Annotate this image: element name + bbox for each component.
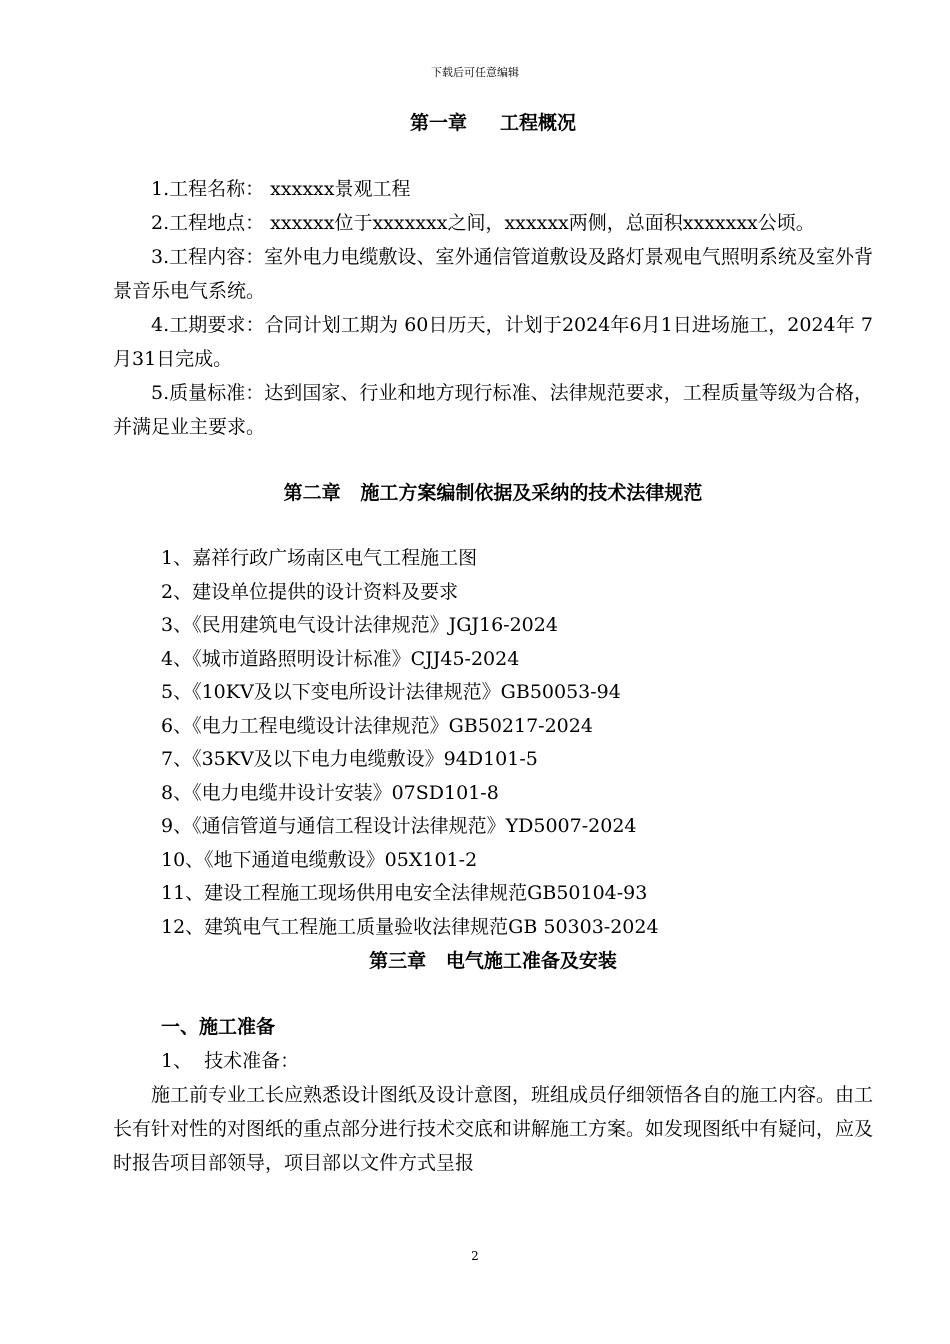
chapter-1-title: 第一章 工程概况 [409,112,577,134]
chapter-2-title: 第二章 施工方案编制依据及采纳的技术法律规范 [283,482,703,504]
reference-item-9: 9、《通信管道与通信工程设计法律规范》YD5007-2024 [161,815,637,837]
reference-item-6: 6、《电力工程电缆设计法律规范》GB50217-2024 [161,714,593,737]
section-heading: 一、施工准备 [161,1016,276,1038]
page-number: 2 [471,1249,479,1263]
header-note: 下载后可任意编辑 [431,66,519,79]
chapter-1-item-4: 4.工期要求：合同计划工期为 60日历天，计划于2024年6月1日进场施工，2024年 7月31日完成。 [113,314,873,370]
chapter-1-item-1: 1.工程名称： xxxxxx景观工程 [151,178,411,200]
page-content [113,106,873,1180]
chapter-1-item-3: 3.工程内容：室外电力电缆敷设、室外通信管道敷设及路灯景观电气照明系统及室外背景音乐电气系统。 [113,246,873,302]
chapter-1-item-5: 5.质量标准：达到国家、行业和地方现行标准、法律规范要求，工程质量等级为合格，并满足业主要求。 [113,382,873,438]
sub-heading: 1、 技术准备： [161,1050,300,1072]
reference-item-11: 11、建设工程施工现场供用电安全法律规范GB50104-93 [161,882,648,904]
chapter-1-item-2: 2.工程地点： xxxxxx位于xxxxxxx之间，xxxxxx两侧，总面积xxxxxxx公顷。 [151,212,815,234]
reference-item-8: 8、《电力电缆井设计安装》07SD101-8 [161,781,499,804]
reference-item-1: 1、嘉祥行政广场南区电气工程施工图 [161,547,478,569]
chapter-3-paragraph: 施工前专业工长应熟悉设计图纸及设计意图，班组成员仔细领悟各自的施工内容。由工长有针对性的对图纸的重点部分进行技术交底和讲解施工方案。如发现图纸中有疑问，应及时报告项目部领导，项目部以文件方式呈报 [113,1084,874,1174]
reference-item-12: 12、建筑电气工程施工质量验收法律规范GB 50303-2024 [161,915,659,938]
reference-item-10: 10、《地下通道电缆敷设》05X101-2 [161,848,478,871]
reference-item-5: 5、《10KV及以下变电所设计法律规范》GB50053-94 [161,681,621,703]
reference-item-3: 3、《民用建筑电气设计法律规范》JGJ16-2024 [161,614,558,636]
chapter-3-title: 第三章 电气施工准备及安装 [369,950,617,972]
reference-item-2: 2、建设单位提供的设计资料及要求 [161,580,459,603]
reference-item-7: 7、《35KV及以下电力电缆敷设》94D101-5 [161,748,538,770]
reference-item-4: 4、《城市道路照明设计标准》CJJ45-2024 [161,647,520,670]
